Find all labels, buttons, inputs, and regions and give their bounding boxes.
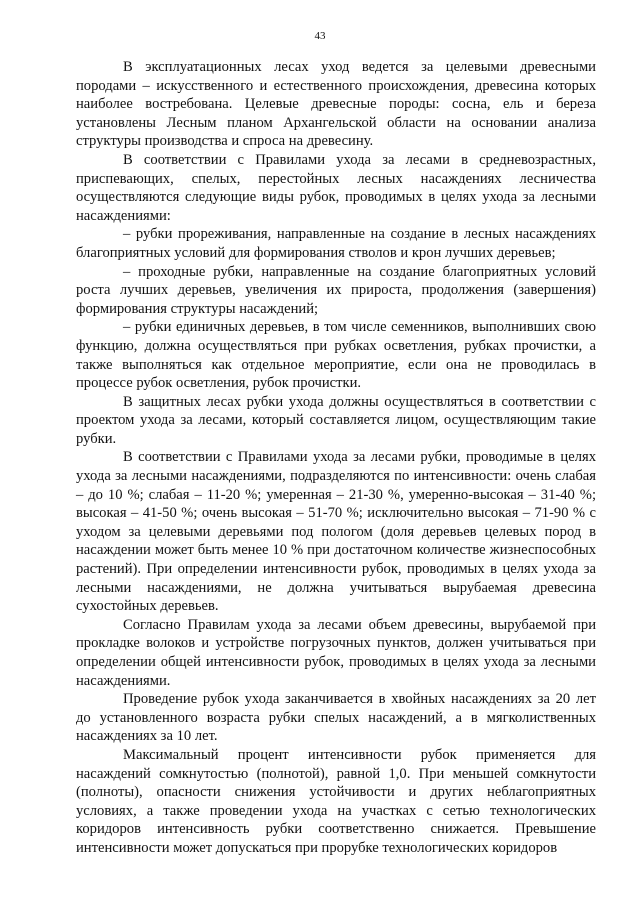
list-item-single-tree-cuts: – рубки единичных деревьев, в том числе семенников, выполнивших свою функцию, должна осуществляться при рубках осветления, рубках прочистки, а также выполняться как отдельное мероприятие, если она не проводилась в процессе рубок осветления, рубок прочистки. <box>76 319 596 392</box>
document-body <box>76 58 596 858</box>
page-number: 43 <box>314 30 326 42</box>
paragraph-intensity: В соответствии с Правилами ухода за лесами рубки, проводимые в целях ухода за лесными насаждениями, подразделяются по интенсивности: очень слабая – до 10 %; слабая – 11-20 %; умеренная – 21-30 %, умеренно-высокая – 31-40 %; высокая – 41-50 %; очень высокая – 51-70 %; исключительно высокая – 71-90 % с уходом за целевыми деревьями под пологом (доля деревьев целевых пород в насаждении может быть менее 10 % при достаточном количестве жизнеспособных растений). При определении интенсивности рубок, проводимых в целях ухода за лесными насаждениями, не должна учитываться вырубаемая древесина сухостойных деревьев. <box>76 449 596 615</box>
paragraph-timber-volume: Согласно Правилам ухода за лесами объем древесины, вырубаемой при прокладке волоков и устройстве погрузочных пунктов, должен учитываться при определении общей интенсивности рубок, проводимых в целях ухода за лесными насаждениями. <box>76 616 596 689</box>
paragraph-exploitation-forests: В эксплуатационных лесах уход ведется за целевыми древесными породами – искусственного и естественного происхождения, древесина которых наиболее востребована. Целевые древесные породы: сосна, ель и береза установлены Лесным планом Архангельской области на основании анализа структуры производства и спроса на древесину. <box>76 59 596 150</box>
list-item-passing-cuts: – проходные рубки, направленные на создание благоприятных условий роста лучших деревьев, увеличения их прироста, продолжения (завершения) формирования структуры насаждений; <box>76 263 596 317</box>
paragraph-care-rules: В соответствии с Правилами ухода за лесами в средневозрастных, приспевающих, спелых, перестойных лесных насаждениях лесничества осуществляются следующие виды рубок, проводимых в целях ухода за лесными насаждениями: <box>76 151 596 224</box>
paragraph-care-end: Проведение рубок ухода заканчивается в хвойных насаждениях за 20 лет до установленного возраста рубки спелых насаждений, а в мягколиственных насаждениях за 10 лет. <box>76 691 596 745</box>
paragraph-max-intensity: Максимальный процент интенсивности рубок применяется для насаждений сомкнутостью (полнотой), равной 1,0. При меньшей сомкнутости (полноты), опасности снижения устойчивости и других неблагоприятных условиях, а также проведении ухода на участках с сетью технологических коридоров интенсивность рубки соответственно снижается. Превышение интенсивности может допускаться при прорубке технологических коридоров <box>76 746 596 856</box>
paragraph-protective-forests: В защитных лесах рубки ухода должны осуществляться в соответствии с проектом ухода за лесами, который составляется лицом, осуществляющим такие рубки. <box>76 393 596 447</box>
list-item-thinning: – рубки прореживания, направленные на создание в лесных насаждениях благоприятных условий для формирования стволов и крон лучших деревьев; <box>76 226 596 261</box>
